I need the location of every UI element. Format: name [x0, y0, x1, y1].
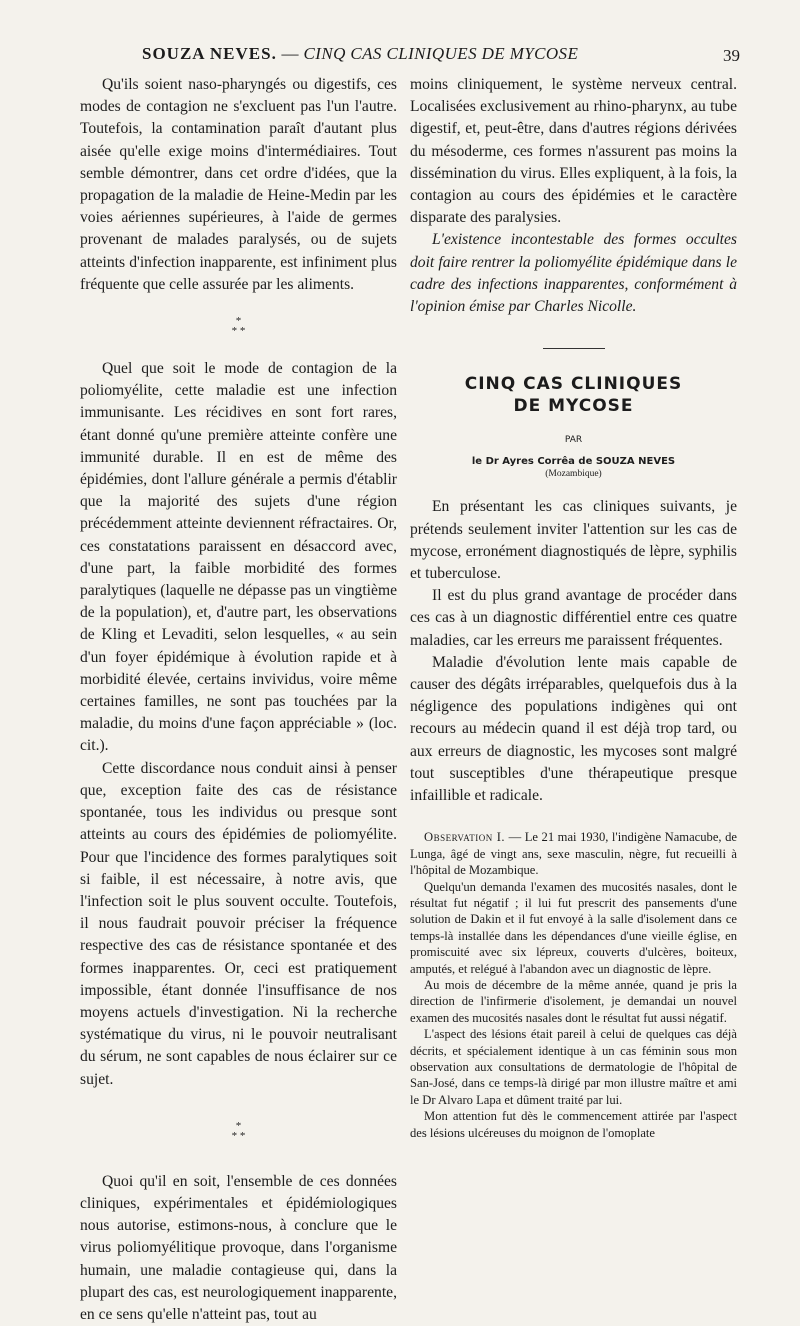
article-title-line-1: CINQ CAS CLINIQUES: [464, 374, 683, 395]
intro-paragraph-2: Il est du plus grand avantage de procéder dans ces cas à un diagnostic différentiel entre ces quatre maladies, car les erreurs me paraissent fréquentes.: [410, 587, 737, 649]
page-number: 39: [723, 46, 740, 65]
asterism-top: *: [235, 1119, 242, 1132]
intro-paragraph-3: Maladie d'évolution lente mais capable de causer des dégâts irréparables, quelquefois dus à la négligence des populations indigènes qui ont recours au médecin quand il est déjà trop tard, ou aux erreurs de diagnostic, les mycoses sont malgré tout susceptibles d'une thérapeutique presque infaillible et radicale.: [410, 653, 737, 805]
running-header: [130, 44, 740, 74]
right-paragraph-continued: moins cliniquement, le système nerveux central. Localisées exclusivement au rhino-pharynx, au tube digestif, et, peut-être, dans d'autres régions dérivées du mésoderme, ces formes n'assurent pas moins la dissémination du virus. Elles expliquent, à la fois, la contagion au cours des épidémies et le caractère disparate des paralysies.: [410, 76, 737, 227]
left-column: [80, 74, 397, 1326]
observation-paragraph-4: L'aspect des lésions était pareil à celui de quelques cas déjà décrits, et spécialement identique à un cas féminin sous mon observation aux consultations de dermatologie de l'hôpital de San-José, dans ce temps-là dirigé par mon illustre maître et ami le Dr Alvaro Lapa et dûment traité par lui.: [410, 1027, 737, 1107]
running-head: [142, 44, 578, 64]
observation-text-1: — Le 21 mai 1930, l'indigène Namacube, de Lunga, âgé de vingt ans, sexe masculin, nègre, fut recueilli à l'hôpital de Mozambique.: [410, 830, 737, 878]
left-paragraph-2: Quel que soit le mode de contagion de la poliomyélite, cette maladie est une infection immunisante. Les récidives en sont fort rares, étant donné qu'une première atteinte confère une immunité durable. Il en est de même des épidémies, dont l'allure générale a permis d'établir que la majorité des sujets d'une région précédemment atteinte deviennent réfractaires. Or, ces constatations paraissent en désaccord avec, d'une part, la faible morbidité des formes paralytiques (laquelle ne dépasse pas un vingtième de la population), et, d'autre part, les observations de Kling et Levaditi, selon lesquelles, « au sein d'un foyer épidémique à évolution rapide et à morbidité élevée, certains invividus, voire même certaines familles, ne sont pas touchées par la maladie, du moins d'une façon appréciable » (loc. cit.).: [80, 360, 397, 755]
right-column: [410, 74, 737, 1141]
observation-paragraph-5: Mon attention fut dès le commencement attirée par l'aspect des lésions ulcéreuses du moignon de l'omoplate: [410, 1109, 737, 1140]
observation-paragraph-3: Au mois de décembre de la même année, quand je pris la direction de l'infirmerie d'isolement, je demandai un nouvel examen des mucosités nasales dont le résultat fut aussi négatif.: [410, 977, 737, 1025]
observation-block: [410, 829, 737, 1141]
byline-author: le Dr Ayres Corrêa de SOUZA NEVES: [471, 456, 676, 468]
asterism-bottom: * *: [231, 1129, 246, 1142]
intro-paragraph-1: En présentant les cas cliniques suivants, je prétends seulement inviter l'attention sur les cas de mycose, erronément diagnostiqués de lèpre, syphilis et tuberculose.: [410, 498, 737, 583]
left-paragraph-4: Quoi qu'il en soit, l'ensemble de ces données cliniques, expérimentales et épidémiologiques nous autorise, estimons-nous, à conclure que le virus poliomyélitique provoque, dans l'organisme humain, une maladie contagieuse qui, dans la plupart des cas, est neurologiquement inapparente, en ce sens qu'elle n'atteint pas, tout au: [80, 1172, 397, 1323]
left-paragraph-1: Qu'ils soient naso-pharyngés ou digestifs, ces modes de contagion ne s'excluent pas l'un l'autre. Toutefois, la contamination paraît d'autant plus aisée qu'elle exige moins d'intermédiaires. Tout semble démontrer, dans cet ordre d'idées, que la propagation de la maladie de Heine-Medin par les voies aériennes supérieures, à l'aide de germes provenant de malades paralysés, ou de sujets atteints d'infection inapparente, est infiniment plus fréquente que celle assurée par les aliments.: [80, 76, 397, 293]
observation-paragraph-1: [410, 829, 737, 878]
byline-par: PAR: [564, 435, 583, 446]
byline-location: (Mozambique): [545, 469, 602, 480]
asterism-bottom: * *: [231, 325, 246, 338]
left-paragraph-3: Cette discordance nous conduit ainsi à penser que, exception faite des cas de résistance spontanée, tous les individus ou presque sont atteints au cours des épidémies de poliomyélite. Pour que l'incidence des formes paralytiques soit si faible, il est nécessaire, à notre avis, que l'infection soit le plus souvent occulte. Toutefois, il nous faudrait pouvoir préciser la fréquence respective des cas de résistance spontanée et des formes inapparentes. Or, ceci est pratiquement impossible, étant donnée l'insuffisance de nos moyens actuels d'investigation. Ni la recherche systématique du virus, ni le pouvoir neutralisant du sérum, ne sont capables de nous éclairer sur ce sujet.: [80, 759, 397, 1088]
asterism-2: [80, 1121, 397, 1141]
observation-paragraph-2: Quelqu'un demanda l'examen des mucosités nasales, dont le résultat fut négatif ; il lui fut prescrit des pansements d'une solution de Dakin et il fut envoyé à la salle d'isolement dans ce temps-là installée dans les dépendances d'une vieille église, en promiscuité avec six lépreux, couverts d'ulcères, boiteux, amputés, et relégué à l'abandon avec un diagnostic de lèpre.: [410, 879, 737, 976]
header-article-title: CINQ CAS CLINIQUES DE MYCOSE: [303, 44, 579, 63]
conclusion-paragraph: L'existence incontestable des formes occultes doit faire rentrer la poliomyélite épidémique dans le cadre des infections inapparentes, conformément à l'opinion émise par Charles Nicolle.: [410, 231, 737, 316]
header-dash: —: [276, 44, 304, 63]
asterism-top: *: [235, 315, 242, 328]
observation-label: Observation I.: [424, 830, 506, 845]
header-author: SOUZA NEVES.: [142, 44, 277, 63]
section-divider: [543, 348, 605, 349]
article-title-line-2: DE MYCOSE: [513, 396, 634, 417]
asterism-1: [80, 316, 397, 336]
